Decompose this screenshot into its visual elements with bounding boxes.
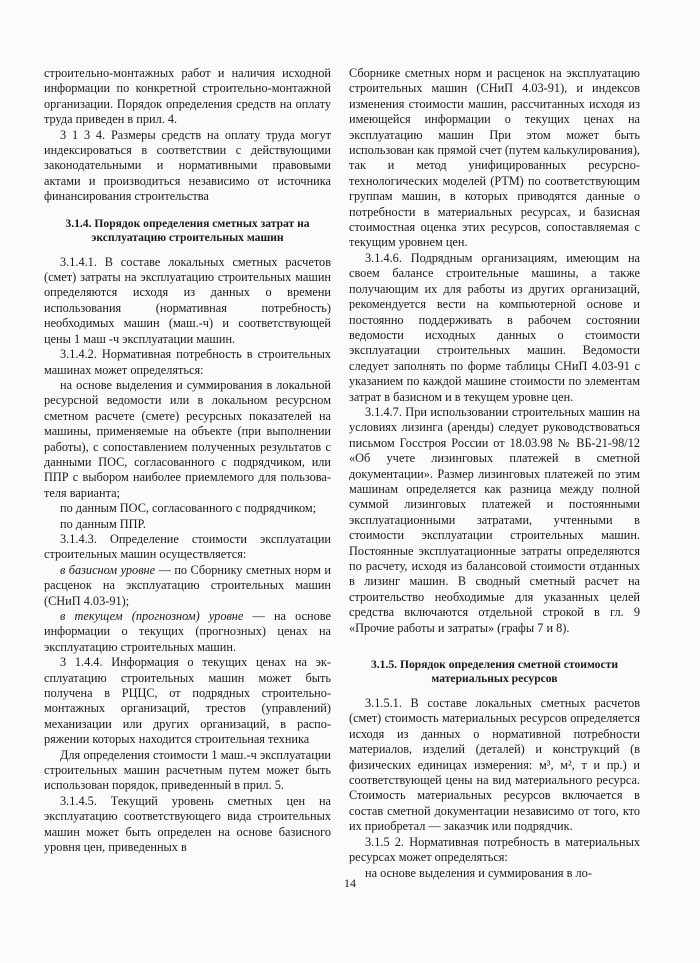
left-column <box>44 66 331 856</box>
list-item <box>44 609 331 655</box>
paragraph-3-1-5-2: 3.1.5 2. Нормативная потребность в материальных ресурсах может определяться: <box>349 834 640 865</box>
list-item: по данным ПОС, согласованного с подрядчиком; <box>60 501 317 516</box>
paragraph-3-1-4-1: 3.1.4.1. В составе локальных сметных расчетов (смет) затраты на эксплуатацию строительных машин определяются исходя из данных о времени использования (нормативная потребность) необходимых машин (маш.-ч) и соответствующей цены 1 маш -ч эксплуатации машин. <box>44 254 331 346</box>
emphasis-text: в базисном уровне <box>60 562 156 577</box>
list-item: на основе выделения и суммирования в ло- <box>365 865 592 880</box>
list-item-text: — по Сборнику сметных норм и расценок на эксплуатацию строительных машин (СНиП 4.03-91); <box>44 562 331 608</box>
paragraph-3-1-4-2: 3.1.4.2. Нормативная потребность в строительных машинах может определяться: <box>44 347 331 377</box>
paragraph-continuation: строительно-монтажных работ и наличия исходной информации по конкретной строительно-монтажной организации. Порядок определения средств на оплату труда приведен в прил. 4. <box>44 66 331 127</box>
list-item <box>44 563 331 609</box>
paragraph-3-1-5-1: 3.1.5.1. В составе локальных сметных расчетов (смет) стоимость материальных ресурсов определяется исходя из данных о нормативной потребности материалов, изделий (деталей) и конструкций (в физических единицах измерения: м³, м², т и пр.) и соответствующей цены на вид материального ресурса. Стоимость материальных ресурсов включается в состав сметной документации независимо от того, кто их приобретал — заказчик или подрядчик. <box>349 696 640 834</box>
list-item: на основе выделения и суммирования в локальной ресурсной ведомости или в локальном ресурсном сметном расчете (смете) ресурсных показателей на машины, применяемые на объекте (при выполнении работы), с сопоставлением полученных результатов с данными ПОС, согласованного с подрядчиком, или ППР с выбором наиболее приемлемого для пользователя варианта; <box>44 377 331 500</box>
right-column <box>349 66 640 881</box>
emphasis-text: в текущем (прогнозном) уровне <box>60 609 244 623</box>
section-heading-3-1-5 <box>349 658 640 686</box>
section-heading-line: 3.1.4. Порядок определения сметных затрат на <box>65 216 310 230</box>
paragraph-3-1-4-5: 3.1.4.5. Текущий уровень сметных цен на эксплуатацию соответствующего вида строительных машин может быть определен на основе базисного уровня цен, приведенных в <box>44 793 331 855</box>
section-heading-3-1-4 <box>44 217 331 245</box>
paragraph: Для определения стоимости 1 маш.-ч эксплуатации строительных машин расчетным путем может быть использован порядок, приведенный в прил. 5. <box>44 747 331 793</box>
paragraph-3-1-3-4: 3 1 3 4. Размеры средств на оплату труда могут индексироваться в соответствии с действующими законодательными и нормативными правовыми актами и производиться независимо от источника финансирования строительства <box>44 127 331 204</box>
paragraph-3-1-4-6: 3.1.4.6. Подрядным организациям, имеющим на своем балансе строительные машины, а также получающим их для работы из других организаций, рекомендуется вести на компьютерной основе и постоянно поддерживать в рабочем состоянии ведомости исходных данных о стоимости эксплуатации строительных машин. Ведомости следует заполнять по форме таблицы СНиП 4.03-91 с указанием по каждой машине стоимости по элементам затрат в базисном и в текущем уровне цен. <box>349 250 640 404</box>
section-heading-line: эксплуатацию строительных машин <box>91 230 284 244</box>
paragraph-3-1-4-7: 3.1.4.7. При использовании строительных машин на условиях лизинга (аренды) следует руководствоваться письмом Госстроя России от 18.03.98 № ВБ-21-98/12 «Об учете лизинговых платежей в сметной документации». Размер лизинговых платежей по этим машинам определяется как разница между полной суммой лизинговых платежей и постоянными эксплуатационными затратами, учтенными в стоимости эксплуатации строительных машин. Постоянные эксплуатационные затраты определяются по расчету, исходя из балансовой стоимости отданных в лизинг машин. В сводный сметный расчет на строительство необходимые для указанных целей средства включаются отдельной строкой в гл. 9 «Прочие работы и затраты» (графы 7 и 8). <box>349 404 640 635</box>
paragraph-continuation: Сборнике сметных норм и расценок на эксплуатацию строительных машин (СНиП 4.03-91), и индексов изменения стоимости машин, рассчитанных исходя из имеющейся информации о текущих ценах на эксплуатацию машин При этом может быть использован как прямой счет (путем калькулирования), так и метод унифицированных ресурсно-технологических моделей (РТМ) по соответствующим группам машин, в которых приводятся данные о потребности в материальных ресурсах, и базисная стоимостная оценка этих ресурсов, сопоставляемая с текущим уровнем цен. <box>349 66 640 250</box>
list-item-text: — на основе информации о текущих (прогнозных) ценах на эксплуатацию строительных машин. <box>44 609 331 654</box>
section-heading-line: 3.1.5. Порядок определения сметной стоимости <box>370 658 619 672</box>
page-number: 14 <box>344 876 356 890</box>
paragraph-3-1-4-3: 3.1.4.3. Определение стоимости эксплуатации строительных машин осуществляется: <box>44 531 331 562</box>
section-heading-line: материальных ресурсов <box>431 672 558 686</box>
list-item: по данным ППР. <box>60 516 146 531</box>
paragraph-3-1-4-4: 3 1.4.4. Информация о текущих ценах на эксплуатацию строительных машин может быть получена в РЦЦС, от подрядных строительно-монтажных организаций, трестов (управлений) механизации или других организаций, в распоряжении которых находится строительная техника <box>44 655 331 747</box>
